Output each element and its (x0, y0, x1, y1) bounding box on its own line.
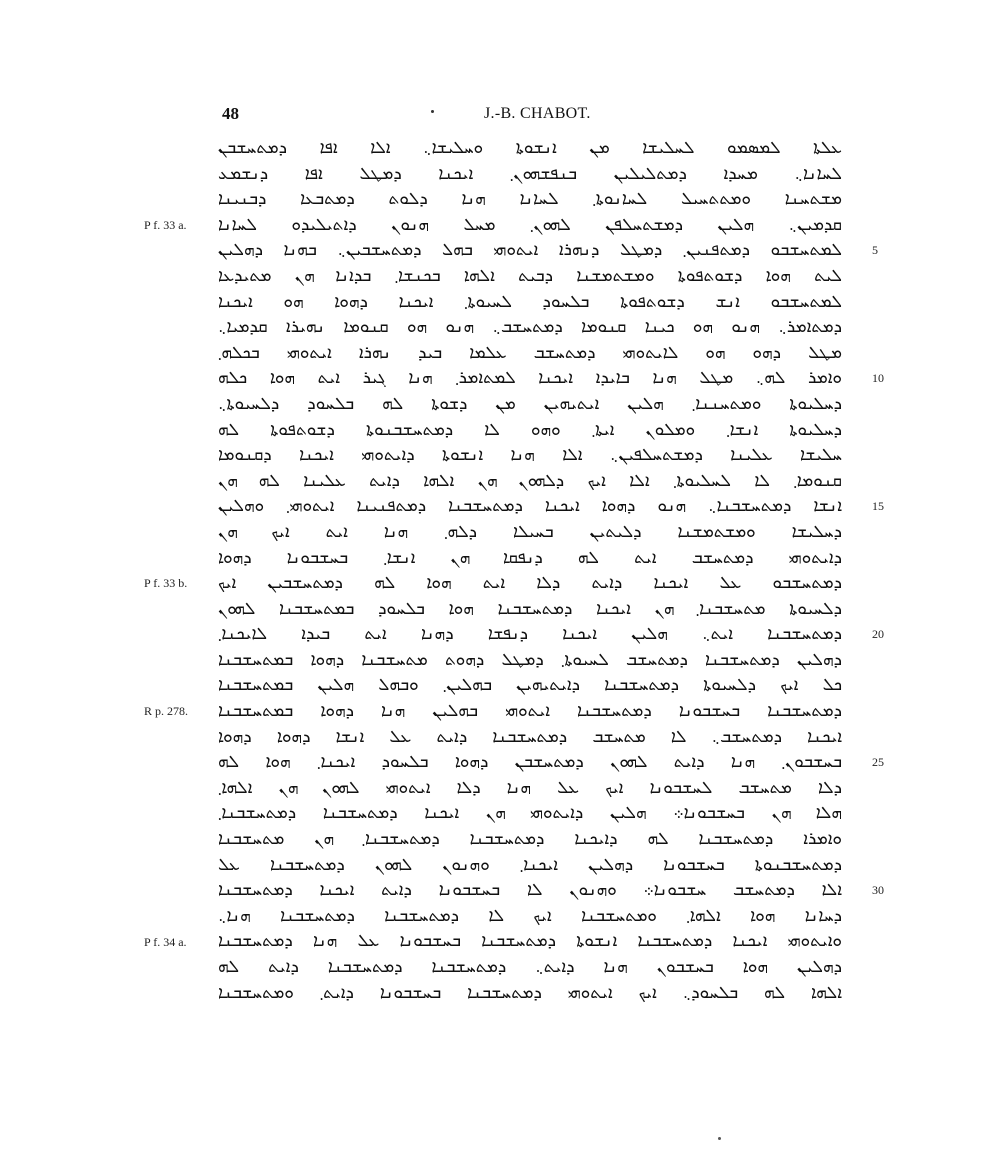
syriac-line: ܐܢܫܐ ܕܡܬܚܫܒܢܐ܆ ܗܢܘ ܕܗܘܐ ܐܝܟܢܐ ܕܡܬܚܫܒܢܐ ܕܡܬܦܢܝܢܐ ܐܝܬܘܗܝ܂ ܘܗܠܝܢ (218, 496, 842, 517)
folio-reference: P f. 34 a. (144, 934, 187, 949)
line-number: 30 (872, 883, 884, 898)
line-number: 25 (872, 755, 884, 770)
syriac-line: ܗܠܐ ܗܢ ܒܚܫܒܘܢܐ܀ ܗܠܝܢ ܕܐܝܬܘܗܝ ܗܢ ܐܝܟܢܐ ܕܡܬܚܫܒܢܐ ܕܡܬܚܫܒܢܐ܂ (218, 803, 842, 824)
syriac-line: ܠܡܬܚܫܒܘ ܐܢܫ ܕܫܘܬܦܘܬܐ ܒܠܚܘܕ ܠܚܝܘܬܐ܂ ܐܝܟܢܐ ܕܗܘܐ ܗܘ ܐܝܟܢܐ (218, 291, 842, 312)
syriac-line: ܠܚܐܢܐ܆ ܡܚܕܐ ܕܡܬܠܝܠܝܢ ܒܢܦܫܗܘܢ܂ ܐܝܟܢܐ ܕܡܛܠ ܐܦܐ ܕܢܫܡܥ (218, 163, 842, 184)
folio-reference: R p. 278. (144, 704, 189, 719)
syriac-line: ܕܠܚܝܘܬܐ ܡܬܚܫܒܢܐ܂ ܗܢ ܐܝܟܢܐ ܕܡܬܚܫܒܢܐ ܗܘܐ ܒܠܚܘܕ ܒܡܬܚܫܒܢܐ ܠܗܘܢ (218, 598, 842, 619)
syriac-line: ܕܗܠܝܢ ܗܘܐ ܒܚܫܒܘܢ ܗܢܐ ܕܐܝܬ܆ ܕܡܬܚܫܒܢܐ ܕܡܬܚܫܒܢܐ ܕܐܝܬ ܠܗ (218, 957, 842, 977)
syriac-line: ܕܠܐ ܡܬܚܫܒ ܠܚܫܒܘܢܐ ܐܝܟ ܥܠ ܗܢܐ ܕܠܐ ܐܝܬܘܗܝ ܠܗܘܢ ܗܢ ܐܠܗܐ܂ (218, 777, 842, 798)
page-number: 48 (222, 104, 239, 123)
syriac-line: ܕܡܬܚܫܒܢܐ ܐܝܬ܆ ܗܠܝܢ ܐܝܟܢܐ ܕܢܦܫܐ ܕܗܢܐ ܐܝܬ ܒܝܕܐ ܠܐܝܟܢܐ܂ (218, 624, 842, 645)
syriac-line: ܩܕܡܝܢ܆ ܗܠܝܢ ܕܡܫܬܚܠܦܢ ܠܗܘܢ܂ ܡܚܠ ܗܢܘܢ ܕܐܬܝܠܝܕܘ ܠܚܐܢܐ (218, 214, 842, 235)
syriac-line: ܐܝܟܢܐ ܕܡܬܚܫܒ܆ ܠܐ ܡܬܚܫܒ ܕܡܬܚܫܒܢܐ ܕܐܝܬ ܥܠ ܐܢܫܐ ܕܗܘܐ ܕܗܘܐ (218, 726, 842, 747)
page-header (222, 104, 602, 128)
syriac-line: ܕܚܐܢܐ ܗܘܐ ܐܠܗܐ܂ ܘܡܬܚܫܒܢܐ ܐܝܟ ܠܐ ܕܡܬܚܫܒܢܐ ܕܡܬܚܫܒܢܐ ܗܢܐ܆ (218, 905, 842, 926)
syriac-line: ܕܡܬܚܫܒܢܘܬܐ ܒܚܫܒܘܢܐ ܕܗܠܝܢ ܐܝܟܢܐ܂ ܘܗܢܘܢ ܠܗܘܢ ܕܡܬܚܫܒܢܐ ܥܠ (218, 854, 842, 875)
syriac-line: ܠܡܬܚܫܒܘ ܕܡܬܦܢܝܢ܂ ܕܡܛܠ ܕܢܗܪܐ ܐܝܬܘܗܝ ܒܗܠ ܕܡܬܚܫܒܝܢ܆ ܒܗܢܐ ܕܗܠܝܢ (218, 240, 842, 261)
syriac-line: ܩܢܘܡܐ܂ ܠܐ ܠܚܠܝܘܬܐ܂ ܐܠܐ ܐܝܟ ܕܠܗܘܢ ܗܢ ܐܠܗܐ ܕܐܝܬ ܥܠܝܢܐ ܠܗ ܗܢ (218, 470, 842, 491)
line-number: 10 (872, 371, 884, 386)
line-number: 5 (872, 243, 878, 258)
syriac-line: ܠܝܬ ܗܘܐ ܕܫܘܬܦܘܬܐ ܘܡܫܬܡܫܢܐ ܕܒܝܬ ܐܠܗܐ ܒܟܢܫܐ܂ ܒܕܐܢܐ ܗܢ ܡܬܝܕܥܐ (218, 265, 842, 286)
syriac-line: ܕܡܬܚܫܒܢܐ ܒܚܫܒܘܢܐ ܕܡܬܚܫܒܢܐ ܐܝܬܘܗܝ ܒܗܠܝܢ ܗܢܐ ܕܗܘܐ ܒܡܬܚܫܒܢܐ (218, 701, 842, 722)
syriac-line: ܘܐܝܬܘܗܝ ܐܝܟܢܐ ܕܡܬܚܫܒܢܐ ܐܢܫܘܬܐ ܕܡܬܚܫܒܢܐ ܒܚܫܒܘܢܐ ܥܠ ܗܢܐ ܕܡܬܚܫܒܢܐ (218, 931, 842, 952)
syriac-line: ܘܐܡܪ ܠܗ܆ ܡܛܠ ܗܢܐ ܒܐܝܕܐ ܐܝܟܢܐ ܠܡܬܐܡܪ܂ ܗܢܐ ܓܝܪ ܐܝܬ ܗܘܐ ܟܠܗ (218, 368, 842, 389)
syriac-line: ܟܠ ܐܝܟ ܕܠܚܝܘܬܐ ܕܡܬܚܫܒܢܐ ܕܐܝܬܝܗܝܢ ܒܗܠܝܢ܂ ܘܒܗܠ ܗܠܝܢ ܒܡܬܚܫܒܢܐ (218, 675, 842, 696)
syriac-text-block (218, 136, 842, 1006)
syriac-line: ܕܗܠܝܢ ܕܡܬܚܫܒܢܐ ܕܡܬܚܫܒ ܠܚܝܘܬܐ܂ ܕܡܛܠ ܕܗܘܬ ܡܬܚܫܒܢܐ ܕܗܘܐ ܒܡܬܚܫܒܢܐ (218, 649, 842, 670)
syriac-line: ܐܠܗܐ ܠܗ ܒܠܚܘܕ܆ ܐܝܟ ܐܝܬܘܗܝ ܕܡܬܚܫܒܢܐ ܒܚܫܒܘܢܐ ܕܐܝܬ܂ ܘܡܬܚܫܒܢܐ (218, 982, 842, 1003)
syriac-line: ܡܫܬܚܢܐ ܘܡܬܬܚܝܠ ܠܚܐܢܘܬܐ܂ ܠܚܐܢܐ ܗܢܐ ܕܠܘܬ ܕܡܬܒܥܐ ܕܒܢܝܢܐ (218, 189, 842, 210)
line-number: 15 (872, 499, 884, 514)
running-head: J.-B. CHABOT. (484, 105, 591, 122)
line-number: 20 (872, 627, 884, 642)
syriac-line: ܘܐܡܪܐ ܕܡܬܚܫܒܢܐ ܠܗ ܕܐܝܟܢܐ ܕܡܬܚܫܒܢܐ ܕܡܬܚܫܒܢܐ܂ ܗܢ ܡܬܚܫܒܢܐ (218, 829, 842, 850)
ornament-dot (431, 110, 434, 113)
folio-reference: P f. 33 b. (144, 576, 188, 591)
syriac-line: ܕܐܝܬܘܗܝ ܕܡܬܚܫܒ ܐܝܬ ܠܗ ܕܢܦܩܐ ܗܢ ܐܢܫܐ܂ ܒܚܫܒܘܢܐ ܕܗܘܐ (218, 547, 842, 568)
syriac-line: ܕܚܠܝܘܬܐ ܘܡܬܚܢܢܐ܂ ܗܠܝܢ ܐܝܬܝܗܝܢ ܡܢ ܕܫܘܬܐ ܠܗ ܒܠܚܘܕ ܕܠܚܝܘܬܐ܆ (218, 393, 842, 414)
syriac-line: ܕܡܬܚܫܒܘ ܥܠ ܐܝܟܢܐ ܕܐܝܬ ܕܠܐ ܐܝܬ ܗܘܐ ܠܗ ܕܡܬܚܫܒܝܢ ܐܝܟ (218, 573, 842, 594)
folio-reference: P f. 33 a. (144, 217, 187, 232)
syriac-line: ܕܚܠܝܘܬܐ ܐܢܫܐ܂ ܘܡܠܘܢ ܐܝܬܐ܂ ܘܗܘ ܠܐ ܕܡܬܚܫܒܢܘܬܐ ܕܫܘܬܦܘܬܐ ܠܗ (218, 419, 842, 440)
syriac-line: ܡܛܠ ܕܗܘ ܗܘ ܠܐܝܬܘܗܝ ܕܡܬܚܫܒ ܥܠܡܐ ܒܝܕ ܢܗܪܐ ܐܝܬܘܗܝ ܒܟܠܗ܂ (218, 342, 842, 363)
stray-dot (718, 1137, 721, 1140)
syriac-line: ܚܠܝܫܐ ܥܠܝܢܐ ܕܡܫܬܚܠܦܝܢ܆ ܐܠܐ ܗܢܐ ܐܢܫܘܬܐ ܕܐܝܬܘܗܝ ܐܝܟܢܐ ܕܩܢܘܡܐ (218, 445, 842, 466)
syriac-line: ܐܠܐ ܕܡܬܚܫܒ ܚܫܒܘܢܐ܀ ܘܗܢܘܢ ܠܐ ܒܚܫܒܘܢܐ ܕܐܝܬ ܐܝܟܢܐ ܕܡܬܚܫܒܢܐ (218, 880, 842, 901)
syriac-line: ܥܠܬܐ ܠܡܣܡܘ ܠܚܠܝܫܐ ܡܢ ܐܢܫܘܬܐ ܘܚܠܝܫܐ܆ ܐܠܐ ܐܦܐ ܕܡܬܚܫܒܢ (218, 138, 842, 158)
syriac-line: ܒܚܫܒܘܢ܂ ܗܢܐ ܕܐܝܬ ܠܗܘܢ ܕܡܬܚܫܒܢ ܕܗܘܐ ܒܠܚܘܕ ܐܝܟܢܐ܂ ܗܘܐ ܠܗ (218, 752, 842, 773)
syriac-line: ܕܡܬܐܡܪ܆ ܗܢܘ ܗܘ ܟܝܢܐ ܩܢܘܡܐ ܕܡܬܚܫܒ܆ ܗܢܘ ܗܘ ܩܢܘܡܐ ܢܗܝܪܐ ܩܕܡܝܐ܆ (218, 317, 842, 338)
syriac-line: ܕܚܠܝܫܐ ܘܡܫܬܡܫܢܐ ܕܠܝܬܝܢ ܒܚܝܠܐ ܕܠܗ܂ ܗܢܐ ܐܝܬ ܐܝܟ ܗܢ (218, 521, 842, 542)
